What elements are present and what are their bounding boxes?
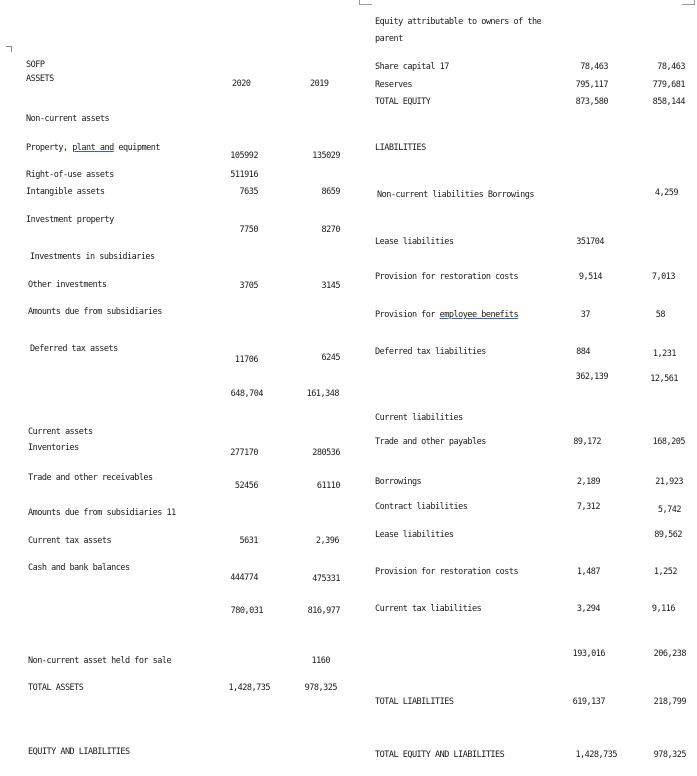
current-liabilities-total-2019: 206,238: [653, 649, 686, 659]
total-equity-2019: 858,144: [652, 97, 685, 107]
ppe-2020: 105992: [230, 151, 258, 161]
current-tax-liabilities-label: Current tax liabilities: [375, 604, 482, 614]
current-liabilities-label: Current liabilities: [375, 413, 463, 423]
held-for-sale-2019: 1160: [311, 656, 330, 666]
cash-2019: 475331: [312, 574, 340, 584]
ppe-label: Property, plant and equipment: [26, 143, 160, 153]
other-investments-2019: 3145: [321, 281, 340, 291]
non-current-assets-total-2019: 161,348: [306, 389, 339, 399]
current-liabilities-total-2020: 193,016: [572, 649, 605, 659]
deferred-tax-liabilities-2019: 1,231: [652, 349, 676, 359]
held-for-sale-label: Non-current asset held for sale: [28, 656, 172, 666]
equity-and-liabilities-label: EQUITY AND LIABILITIES: [28, 747, 130, 757]
share-capital-2019: 78,463: [657, 62, 685, 72]
trade-payables-label: Trade and other payables: [375, 437, 486, 447]
intangible-label: Intangible assets: [26, 187, 105, 197]
borrowings-2020: 2,189: [576, 477, 600, 487]
non-current-assets-label: Non-current assets: [26, 114, 110, 124]
sofp-heading: SOFP: [26, 60, 45, 70]
cash-2020: 444774: [230, 573, 258, 583]
provision-employee-label: Provision for employee benefits: [375, 310, 519, 320]
rou-label: Right-of-use assets: [26, 170, 114, 180]
total-assets-2019: 978,325: [304, 683, 337, 693]
provision-employee-2019: 58: [655, 310, 665, 320]
contract-liabilities-2020: 7,312: [576, 502, 600, 512]
equity-heading-line2: parent: [375, 34, 403, 44]
total-equity-liabilities-label: TOTAL EQUITY AND LIABILITIES: [375, 750, 505, 760]
cl-provision-restoration-label: Provision for restoration costs: [375, 567, 519, 577]
reserves-label: Reserves: [375, 80, 412, 90]
employee-benefits-link[interactable]: employee benefits: [439, 310, 519, 320]
inventories-2020: 277170: [230, 448, 258, 458]
trade-receivables-2020: 52456: [234, 481, 258, 491]
trade-receivables-2019: 61110: [316, 481, 340, 491]
investment-property-2020: 7750: [239, 225, 258, 235]
borrowings-label: Borrowings: [375, 477, 422, 487]
non-current-assets-total-2020: 648,704: [230, 389, 263, 399]
total-liabilities-2019: 218,799: [653, 697, 686, 707]
current-tax-assets-2019: 2,396: [315, 536, 339, 546]
contract-liabilities-label: Contract liabilities: [375, 502, 468, 512]
ncl-total-2019: 12,561: [650, 374, 678, 384]
total-equity-liabilities-2019: 978,325: [653, 750, 686, 760]
provision-restoration-label: Provision for restoration costs: [375, 272, 519, 282]
trade-receivables-label: Trade and other receivables: [28, 473, 153, 483]
cl-lease-liabilities-label: Lease liabilities: [375, 530, 454, 540]
ppe-link[interactable]: plant and: [72, 143, 114, 153]
provision-employee-2020: 37: [580, 310, 590, 320]
deferred-tax-liabilities-2020: 884: [576, 347, 590, 357]
provision-restoration-2020: 9,514: [578, 272, 602, 282]
amounts-due-subsidiaries-label: Amounts due from subsidiaries: [28, 307, 162, 317]
current-assets-label: Current assets: [28, 427, 93, 437]
current-tax-assets-2020: 5631: [239, 536, 258, 546]
column-header-2019: 2019: [310, 79, 329, 89]
inventories-2019: 280536: [312, 448, 340, 458]
equity-heading-line1: Equity attributable to owners of the: [375, 17, 542, 27]
ncl-borrowings-2019: 4,259: [654, 188, 678, 198]
column-header-2020: 2020: [232, 79, 251, 89]
deferred-tax-assets-2020: 11706: [234, 355, 258, 365]
current-assets-total-2020: 780,031: [230, 606, 263, 616]
borrowings-2019: 21,923: [655, 477, 683, 487]
current-tax-assets-label: Current tax assets: [28, 536, 112, 546]
page-corner-mark-top-center: [359, 0, 372, 5]
cl-provision-restoration-2019: 1,252: [653, 567, 677, 577]
provision-restoration-2019: 7,013: [651, 272, 675, 282]
cash-label: Cash and bank balances: [28, 563, 130, 573]
total-equity-label: TOTAL EQUITY: [375, 97, 431, 107]
rou-2020: 511916: [230, 170, 258, 180]
cl-lease-liabilities-2019: 89,562: [654, 530, 682, 540]
total-equity-2020: 873,580: [575, 97, 608, 107]
investment-property-label: Investment property: [26, 215, 114, 225]
intangible-2020: 7635: [239, 187, 258, 197]
deferred-tax-assets-2019: 6245: [321, 353, 340, 363]
total-equity-liabilities-2020: 1,428,735: [575, 750, 617, 760]
trade-payables-2019: 168,205: [652, 437, 685, 447]
deferred-tax-liabilities-label: Deferred tax liabilities: [375, 347, 486, 357]
total-assets-label: TOTAL ASSETS: [28, 683, 84, 693]
investments-subsidiaries-label: Investments in subsidiaries: [30, 252, 155, 262]
reserves-2020: 795,117: [575, 80, 608, 90]
total-liabilities-label: TOTAL LIABILITIES: [375, 697, 454, 707]
reserves-2019: 779,681: [652, 80, 685, 90]
deferred-tax-assets-label: Deferred tax assets: [30, 344, 118, 354]
lease-liabilities-label: Lease liabilities: [375, 237, 454, 247]
page-corner-mark-top-right: [682, 0, 695, 5]
total-assets-2020: 1,428,735: [228, 683, 270, 693]
total-liabilities-2020: 619,137: [572, 697, 605, 707]
other-investments-label: Other investments: [28, 280, 107, 290]
trade-payables-2020: 89,172: [573, 437, 601, 447]
other-investments-2020: 3705: [239, 281, 258, 291]
ppe-2019: 135029: [312, 151, 340, 161]
current-assets-total-2019: 816,977: [307, 606, 340, 616]
investment-property-2019: 8270: [321, 225, 340, 235]
intangible-2019: 8659: [321, 187, 340, 197]
ncl-total-2020: 362,139: [575, 372, 608, 382]
lease-liabilities-2020: 351704: [576, 237, 604, 247]
share-capital-label: Share capital 17: [375, 62, 449, 72]
assets-heading: ASSETS: [26, 74, 54, 84]
inventories-label: Inventories: [28, 443, 79, 453]
amounts-due-subsidiaries-11-label: Amounts due from subsidiaries 11: [28, 508, 176, 518]
current-tax-liabilities-2020: 3,294: [576, 604, 600, 614]
share-capital-2020: 78,463: [580, 62, 608, 72]
liabilities-heading: LIABILITIES: [375, 143, 426, 153]
contract-liabilities-2019: 5,742: [657, 505, 681, 515]
current-tax-liabilities-2019: 9,116: [651, 604, 675, 614]
page-corner-mark-left: [6, 46, 12, 52]
ncl-borrowings-label: Non-current liabilities Borrowings: [377, 190, 534, 200]
cl-provision-restoration-2020: 1,487: [576, 567, 600, 577]
